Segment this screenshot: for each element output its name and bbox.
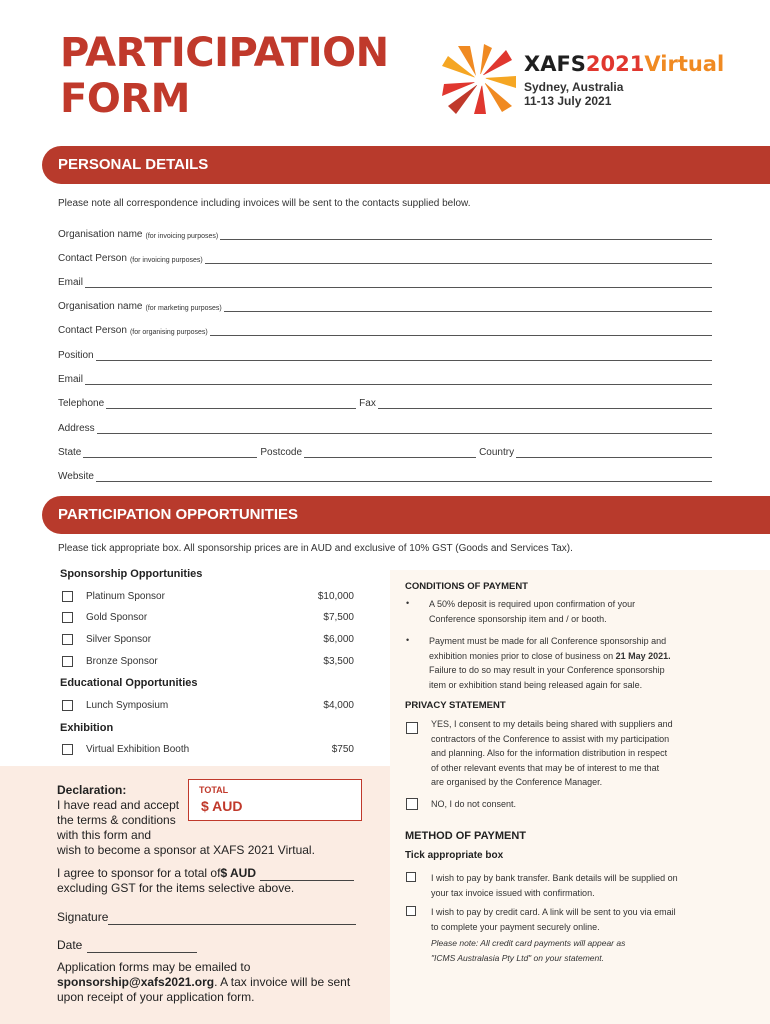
logo-brand-xafs: XAFS	[524, 52, 586, 76]
email-instructions-rest: . A tax invoice will be sent	[214, 975, 351, 989]
field-telephone-fax[interactable]	[58, 395, 712, 409]
educational-heading: Educational Opportunities	[60, 677, 198, 689]
field-email-2[interactable]	[58, 371, 712, 385]
field-label: Email	[58, 277, 84, 288]
email-instructions	[57, 960, 350, 1005]
agree-text	[57, 866, 354, 896]
date-label: Date	[57, 938, 83, 952]
email-instructions-line-2	[57, 975, 350, 990]
field-position[interactable]	[58, 347, 712, 361]
payment-subheading: Tick appropriate box	[405, 850, 504, 861]
personal-details-heading: PERSONAL DETAILS	[42, 146, 770, 184]
credit-card-line-2: to complete your payment securely online.	[431, 921, 600, 932]
condition-1-line-1: A 50% deposit is required upon confirmation of your	[429, 599, 636, 609]
condition-2	[429, 634, 671, 692]
agree-line-1	[57, 866, 354, 881]
condition-2-line-1: Payment must be made for all Conference sponsorship and	[429, 636, 667, 646]
signature-line[interactable]	[108, 914, 356, 925]
fax-label: Fax	[359, 398, 376, 409]
privacy-yes-text	[431, 717, 673, 790]
field-contact-invoicing[interactable]	[58, 250, 712, 264]
bronze-label: Bronze Sponsor	[86, 656, 158, 667]
field-website[interactable]	[58, 468, 712, 482]
field-email-1[interactable]	[58, 274, 712, 288]
silver-price: $6,000	[323, 634, 354, 645]
fill-line[interactable]	[96, 351, 712, 361]
opportunities-note: Please tick appropriate box. All sponsorship prices are in AUD and exclusive of 10% GST (Goods and Services Tax).	[58, 543, 573, 554]
condition-2-line-4: item or exhibition stand being released again for sale.	[429, 679, 643, 690]
field-label: Website	[58, 471, 94, 482]
condition-2-line-2	[429, 649, 671, 664]
exhibition-booth-label: Virtual Exhibition Booth	[86, 744, 190, 755]
state-label: State	[58, 447, 82, 458]
gold-label: Gold Sponsor	[86, 612, 148, 623]
declaration-line-3: with this form and	[57, 828, 152, 842]
privacy-no-checkbox[interactable]	[406, 798, 418, 810]
deadline-date: 21 May 2021.	[615, 650, 671, 661]
fill-line[interactable]	[205, 254, 712, 264]
platinum-checkbox[interactable]	[62, 591, 73, 602]
bank-transfer-line-2: your tax invoice issued with confirmation.	[431, 887, 595, 898]
privacy-yes-line-3: and planning. Also for the information distribution in respect	[431, 748, 668, 758]
privacy-yes-line-5: are organised by the Conference Manager.	[431, 777, 603, 787]
logo-brand-virtual: Virtual	[644, 52, 725, 76]
field-label: Organisation name	[58, 229, 143, 240]
payment-heading: METHOD OF PAYMENT	[405, 830, 527, 842]
fill-line[interactable]	[220, 230, 712, 240]
field-label: Email	[58, 374, 84, 385]
privacy-yes-line-2: contractors of the Conference to assist with my participation	[431, 733, 670, 744]
bronze-price: $3,500	[323, 656, 354, 667]
credit-card-note-line-2: "ICMS Australasia Pty Ltd" on your statement.	[431, 952, 604, 963]
date-line[interactable]	[87, 942, 197, 953]
fill-line[interactable]	[96, 472, 712, 482]
signature-field[interactable]	[57, 910, 356, 925]
condition-1	[429, 597, 635, 626]
participation-opportunities-heading: PARTICIPATION OPPORTUNITIES	[42, 496, 770, 534]
country-label: Country	[479, 447, 515, 458]
agree-text-a: I agree to sponsor for a total of	[57, 866, 221, 880]
form-title	[60, 30, 389, 122]
field-sublabel: (for invoicing purposes)	[145, 233, 219, 240]
exhibition-booth-price: $750	[331, 744, 354, 755]
field-label: Address	[58, 423, 95, 434]
logo-dates: 11-13 July 2021	[524, 94, 612, 108]
lunch-symposium-checkbox[interactable]	[62, 700, 73, 711]
platinum-label: Platinum Sponsor	[86, 591, 165, 602]
bullet-1: •	[406, 598, 410, 608]
conditions-heading: CONDITIONS OF PAYMENT	[405, 581, 528, 592]
email-instructions-line-3: upon receipt of your application form.	[57, 990, 255, 1004]
silver-label: Silver Sponsor	[86, 634, 152, 645]
privacy-no-text: NO, I do not consent.	[431, 799, 517, 809]
exhibition-booth-checkbox[interactable]	[62, 744, 73, 755]
field-label: Organisation name	[58, 301, 143, 312]
field-label: Position	[58, 350, 94, 361]
declaration-heading: Declaration:	[57, 783, 127, 797]
declaration-line-1: I have read and accept	[57, 798, 180, 812]
logo-brand-text	[524, 52, 724, 76]
field-state-postcode-country[interactable]	[58, 444, 712, 458]
lunch-symposium-label: Lunch Symposium	[86, 700, 169, 711]
logo-brand-year: 2021	[585, 52, 645, 76]
platinum-price: $10,000	[317, 591, 354, 602]
field-sublabel: (for invoicing purposes)	[129, 257, 203, 264]
credit-card-line-1: I wish to pay by credit card. A link will be sent to you via email	[431, 907, 676, 917]
declaration-line-2: the terms & conditions	[57, 813, 176, 827]
privacy-yes-line-4: of other relevant events that may be of interest to me that	[431, 762, 660, 773]
signature-label: Signature	[57, 910, 109, 924]
gold-checkbox[interactable]	[62, 612, 73, 623]
state-line[interactable]	[83, 448, 257, 458]
agree-line-2: excluding GST for the items selective above.	[57, 881, 295, 895]
total-amount: $ AUD	[201, 798, 243, 814]
telephone-label: Telephone	[58, 398, 105, 409]
field-address[interactable]	[58, 420, 712, 434]
fill-line[interactable]	[85, 278, 712, 288]
field-label: Contact Person	[58, 253, 127, 264]
credit-card-checkbox[interactable]	[406, 906, 416, 916]
field-sublabel: (for organising purposes)	[129, 329, 208, 336]
field-organisation-marketing[interactable]	[58, 298, 712, 312]
credit-card-text	[431, 905, 676, 934]
gold-price: $7,500	[323, 612, 354, 623]
exhibition-heading: Exhibition	[60, 722, 114, 734]
bank-transfer-text	[431, 871, 678, 900]
postcode-label: Postcode	[260, 447, 303, 458]
condition-2-text: exhibition monies prior to close of business on	[429, 650, 616, 661]
postcode-line[interactable]	[304, 448, 476, 458]
field-organisation-invoicing[interactable]	[58, 226, 712, 240]
bronze-checkbox[interactable]	[62, 656, 73, 667]
total-box[interactable]	[188, 779, 362, 821]
sponsorship-email-link[interactable]: sponsorship@xafs2021.org	[57, 975, 215, 989]
privacy-yes-line-1: YES, I consent to my details being shared with suppliers and	[431, 719, 673, 729]
total-label: TOTAL	[199, 785, 229, 795]
event-logo	[440, 44, 740, 124]
country-line[interactable]	[516, 448, 712, 458]
agree-amount-label: $ AUD	[220, 866, 256, 880]
field-sublabel: (for marketing purposes)	[145, 305, 222, 312]
condition-2-line-3: Failure to do so may result in your Conference sponsorship	[429, 665, 665, 675]
field-label: Contact Person	[58, 325, 127, 336]
personal-details-note: Please note all correspondence including invoices will be sent to the contacts supplied below.	[58, 198, 471, 209]
bank-transfer-line-1: I wish to pay by bank transfer. Bank details will be supplied on	[431, 873, 678, 883]
fill-line[interactable]	[210, 326, 712, 336]
logo-location: Sydney, Australia	[524, 80, 624, 94]
bullet-2: •	[406, 635, 410, 645]
title-line-2: FORM	[60, 76, 190, 122]
title-line-1: PARTICIPATION	[60, 30, 389, 76]
email-instructions-line-1: Application forms may be emailed to	[57, 960, 251, 974]
sponsorship-heading: Sponsorship Opportunities	[60, 568, 203, 580]
credit-card-note	[431, 936, 625, 965]
date-field[interactable]	[57, 938, 197, 953]
declaration-line-4: wish to become a sponsor at XAFS 2021 Virtual.	[57, 843, 315, 857]
silver-checkbox[interactable]	[62, 634, 73, 645]
fax-line[interactable]	[378, 399, 712, 409]
fill-line[interactable]	[224, 302, 712, 312]
bank-transfer-checkbox[interactable]	[406, 872, 416, 882]
condition-1-line-2: Conference sponsorship item and / or booth.	[429, 613, 607, 624]
agree-amount-line[interactable]	[260, 870, 354, 881]
field-contact-organising[interactable]	[58, 322, 712, 336]
credit-card-note-line-1: Please note: All credit card payments will appear as	[431, 938, 626, 948]
privacy-heading: PRIVACY STATEMENT	[405, 700, 506, 711]
starburst-logo-icon	[440, 44, 520, 116]
lunch-symposium-price: $4,000	[323, 700, 354, 711]
fill-line[interactable]	[85, 375, 712, 385]
privacy-yes-checkbox[interactable]	[406, 722, 418, 734]
fill-line[interactable]	[97, 424, 712, 434]
telephone-line[interactable]	[106, 399, 356, 409]
